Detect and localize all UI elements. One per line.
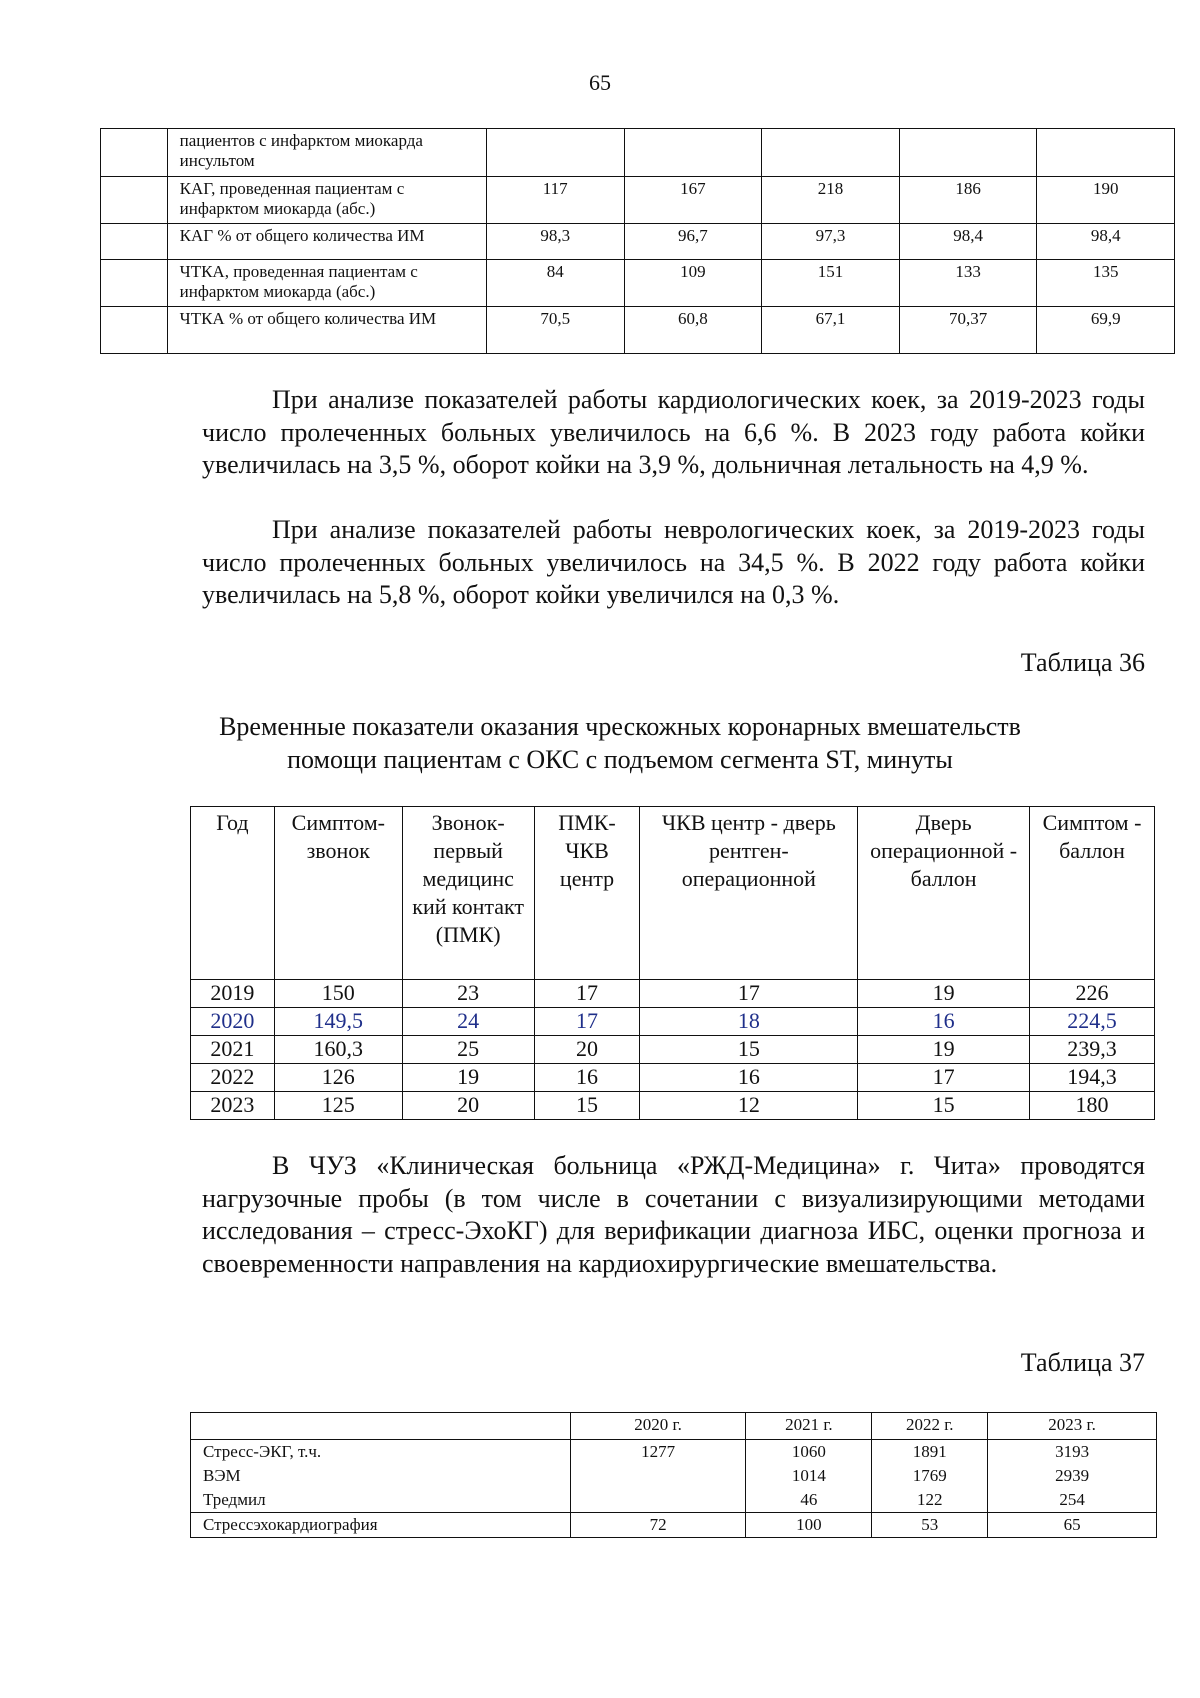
table-row xyxy=(101,177,1175,224)
column-header xyxy=(191,1413,571,1440)
table-cell-label: ЧТКА % от общего количества ИМ xyxy=(167,307,486,354)
table-cell-label: Стрессэхокардиография xyxy=(191,1513,571,1538)
table-cell: 167 xyxy=(624,177,762,224)
row-label: ВЭМ xyxy=(203,1466,241,1485)
table-cell: 109 xyxy=(624,260,762,307)
table-cell: 20 xyxy=(402,1092,534,1120)
table-cell: 23 xyxy=(402,980,534,1008)
table-cell xyxy=(101,177,168,224)
table-row xyxy=(191,1440,1157,1513)
table-top xyxy=(100,128,1175,354)
table-cell: 117 xyxy=(486,177,624,224)
table-cell: 24 xyxy=(402,1008,534,1036)
table-cell: 126 xyxy=(274,1064,402,1092)
table-cell: 2019 xyxy=(191,980,275,1008)
cell-value: 3193 xyxy=(1055,1442,1090,1461)
table-cell-label: КАГ % от общего количества ИМ xyxy=(167,224,486,260)
table-cell: 2021 xyxy=(191,1036,275,1064)
table-cell: 15 xyxy=(534,1092,640,1120)
column-header: 2023 г. xyxy=(988,1413,1157,1440)
paragraph-stress-tests xyxy=(202,1150,1145,1280)
table-cell: 98,4 xyxy=(899,224,1037,260)
column-header: ЧКВ центр - дверь рентген- операционной xyxy=(640,807,858,980)
table-header-row xyxy=(191,1413,1157,1440)
table-cell: 67,1 xyxy=(762,307,900,354)
table-cell: 70,5 xyxy=(486,307,624,354)
table-cell: 65 xyxy=(988,1513,1157,1538)
table-cell: 218 xyxy=(762,177,900,224)
table-cell: 17 xyxy=(858,1064,1030,1092)
table-cell: 100 xyxy=(746,1513,872,1538)
cell-value: 46 xyxy=(800,1490,818,1509)
table-cell xyxy=(101,224,168,260)
column-header: ПМК- ЧКВ центр xyxy=(534,807,640,980)
cell-value: 122 xyxy=(916,1490,943,1509)
table-cell: 12 xyxy=(640,1092,858,1120)
table-row xyxy=(191,1036,1155,1064)
cell-value: 1769 xyxy=(912,1466,947,1485)
table-row xyxy=(191,1513,1157,1538)
table-cell: 16 xyxy=(640,1064,858,1092)
table-cell xyxy=(746,1440,872,1513)
caption-line: Временные показатели оказания чрескожных коронарных вмешательств xyxy=(219,712,1021,741)
table-36-label: Таблица 36 xyxy=(1020,648,1145,677)
table-cell: 226 xyxy=(1030,980,1155,1008)
table-cell xyxy=(101,307,168,354)
cell-value: 1014 xyxy=(791,1466,826,1485)
paragraph-neurology xyxy=(202,514,1145,612)
cell-value: 1277 xyxy=(641,1442,676,1461)
table-cell xyxy=(486,129,624,177)
table-37-label: Таблица 37 xyxy=(1020,1348,1145,1377)
paragraph-text: В ЧУЗ «Клиническая больница «РЖД-Медицина» г. Чита» проводятся нагрузочные пробы (в том числе в сочетании с визуализирующими методами исследования – стресс-ЭхоКГ) для верификации диагноза ИБС, оценки прогноза и своевременности направления на кардиохирургические вмешательства. xyxy=(202,1151,1145,1278)
table-cell: 149,5 xyxy=(274,1008,402,1036)
table-cell xyxy=(762,129,900,177)
table-cell xyxy=(988,1440,1157,1513)
table-cell: 17 xyxy=(640,980,858,1008)
row-label: Стресс-ЭКГ, т.ч. xyxy=(203,1442,322,1461)
cell-value: 2939 xyxy=(1055,1466,1090,1485)
table-cell: 125 xyxy=(274,1092,402,1120)
column-header: 2020 г. xyxy=(570,1413,746,1440)
table-cell: 2022 xyxy=(191,1064,275,1092)
table-cell: 133 xyxy=(899,260,1037,307)
cell-value xyxy=(571,1464,746,1488)
table-cell: 186 xyxy=(899,177,1037,224)
table-cell: 151 xyxy=(762,260,900,307)
table-cell-label xyxy=(191,1440,571,1513)
table-36 xyxy=(190,806,1155,1120)
table-cell: 96,7 xyxy=(624,224,762,260)
table-cell: 19 xyxy=(858,980,1030,1008)
table-cell xyxy=(101,260,168,307)
table-cell: 98,4 xyxy=(1037,224,1175,260)
table-cell: 16 xyxy=(858,1008,1030,1036)
table-cell: 70,37 xyxy=(899,307,1037,354)
table-cell: 60,8 xyxy=(624,307,762,354)
table-cell: 15 xyxy=(640,1036,858,1064)
table-cell: 190 xyxy=(1037,177,1175,224)
table-cell: 180 xyxy=(1030,1092,1155,1120)
table-cell xyxy=(570,1440,746,1513)
table-cell: 239,3 xyxy=(1030,1036,1155,1064)
table-cell: 98,3 xyxy=(486,224,624,260)
table-cell: 97,3 xyxy=(762,224,900,260)
table-row xyxy=(191,980,1155,1008)
cell-value xyxy=(571,1488,746,1512)
table-row xyxy=(191,1092,1155,1120)
paragraph-text: При анализе показателей работы неврологических коек, за 2019-2023 годы число пролеченных больных увеличилось на 34,5 %. В 2022 году работа койки увеличилась на 5,8 %, оборот койки увеличился на 0,3 %. xyxy=(202,515,1145,609)
table-cell: 160,3 xyxy=(274,1036,402,1064)
table-cell-label: ЧТКА, проведенная пациентам с инфарктом миокарда (абс.) xyxy=(167,260,486,307)
table-cell: 18 xyxy=(640,1008,858,1036)
column-header: Звонок- первый медицинс кий контакт (ПМК) xyxy=(402,807,534,980)
cell-value: 1060 xyxy=(791,1442,826,1461)
caption-line: помощи пациентам с ОКС с подъемом сегмента ST, минуты xyxy=(287,745,953,774)
table-cell xyxy=(872,1440,988,1513)
table-36-caption xyxy=(0,710,1200,776)
column-header: 2022 г. xyxy=(872,1413,988,1440)
table-cell: 150 xyxy=(274,980,402,1008)
table-cell: 25 xyxy=(402,1036,534,1064)
table-cell: 17 xyxy=(534,980,640,1008)
table-cell: 2023 xyxy=(191,1092,275,1120)
column-header: Год xyxy=(191,807,275,980)
table-cell: 20 xyxy=(534,1036,640,1064)
table-cell: 2020 xyxy=(191,1008,275,1036)
paragraph-text: При анализе показателей работы кардиологических коек, за 2019-2023 годы число пролеченных больных увеличилось на 6,6 %. В 2023 году работа койки увеличилась на 3,5 %, оборот койки на 3,9 %, дольничная летальность на 4,9 %. xyxy=(202,385,1145,479)
table-cell-label: пациентов с инфарктом миокарда инсультом xyxy=(167,129,486,177)
column-header: 2021 г. xyxy=(746,1413,872,1440)
table-cell: 69,9 xyxy=(1037,307,1175,354)
table-cell-label: КАГ, проведенная пациентам с инфарктом миокарда (абс.) xyxy=(167,177,486,224)
row-label: Тредмил xyxy=(203,1490,266,1509)
table-cell: 84 xyxy=(486,260,624,307)
column-header: Симптом - баллон xyxy=(1030,807,1155,980)
table-cell: 17 xyxy=(534,1008,640,1036)
column-header: Дверь операционной - баллон xyxy=(858,807,1030,980)
table-cell xyxy=(899,129,1037,177)
table-row xyxy=(101,307,1175,354)
table-row xyxy=(191,1064,1155,1092)
table-cell: 19 xyxy=(858,1036,1030,1064)
table-cell: 224,5 xyxy=(1030,1008,1155,1036)
page-number: 65 xyxy=(589,70,611,95)
column-header: Симптом- звонок xyxy=(274,807,402,980)
table-cell: 53 xyxy=(872,1513,988,1538)
table-row xyxy=(101,224,1175,260)
table-cell: 16 xyxy=(534,1064,640,1092)
table-cell xyxy=(624,129,762,177)
table-cell: 19 xyxy=(402,1064,534,1092)
paragraph-cardiology xyxy=(202,384,1145,482)
table-cell: 72 xyxy=(570,1513,746,1538)
table-cell xyxy=(101,129,168,177)
table-cell: 194,3 xyxy=(1030,1064,1155,1092)
table-37 xyxy=(190,1412,1157,1538)
table-cell: 15 xyxy=(858,1092,1030,1120)
cell-value: 254 xyxy=(1059,1490,1085,1509)
table-cell: 135 xyxy=(1037,260,1175,307)
table-row xyxy=(191,1008,1155,1036)
table-row xyxy=(101,129,1175,177)
table-cell xyxy=(1037,129,1175,177)
cell-value: 1891 xyxy=(912,1442,947,1461)
table-row xyxy=(101,260,1175,307)
table-header-row xyxy=(191,807,1155,980)
